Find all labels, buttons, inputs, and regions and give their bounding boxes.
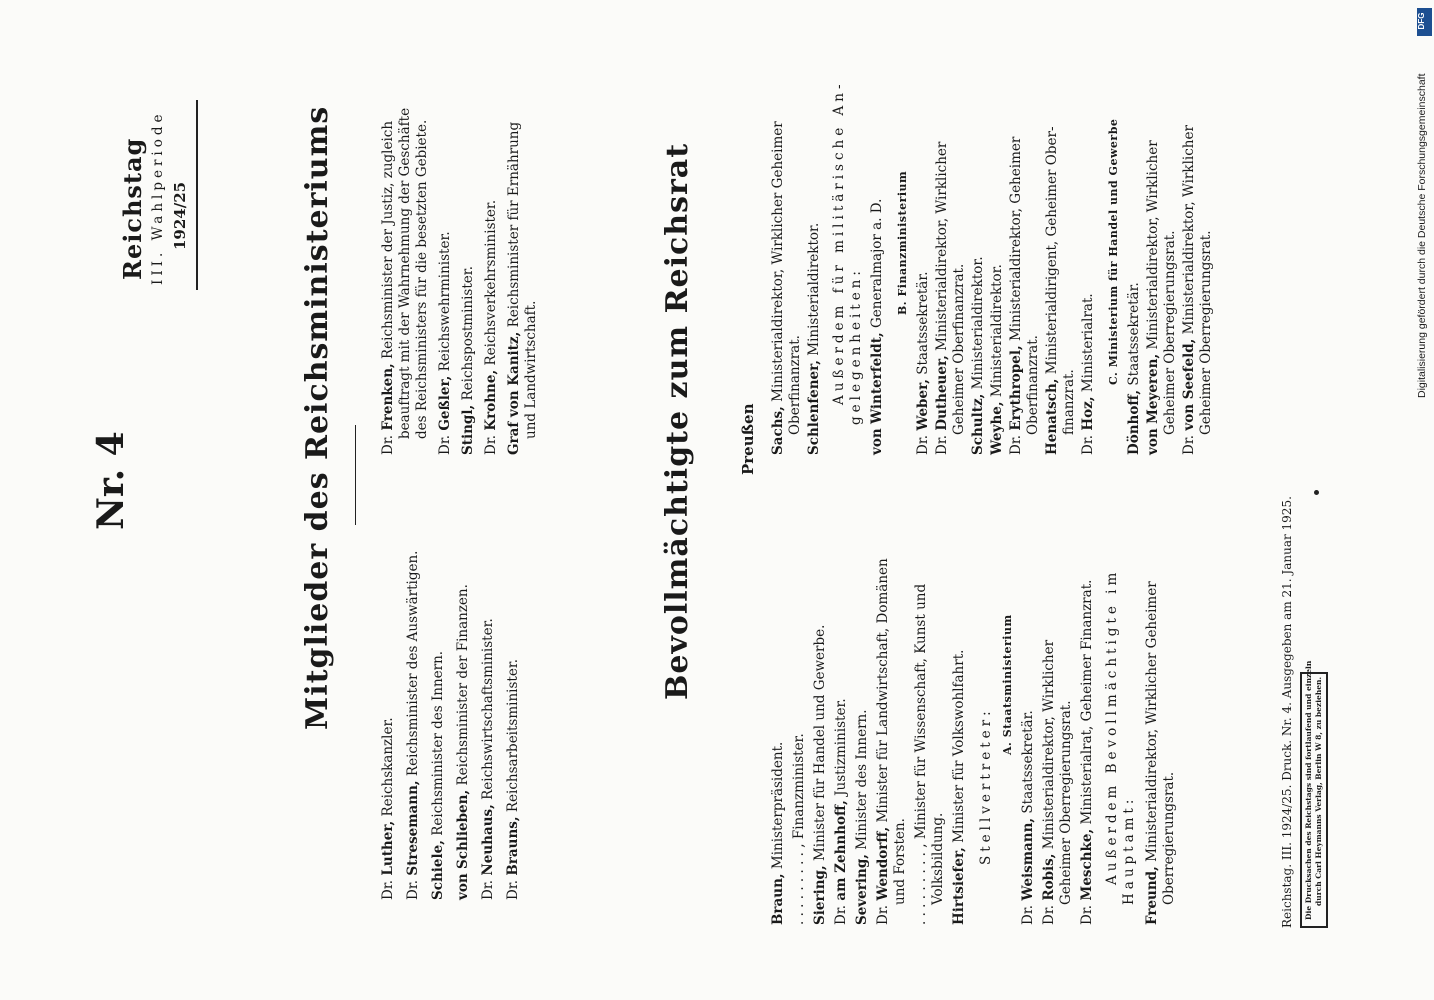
list-item: Schlenfener, Ministerialdirektor. xyxy=(806,222,822,455)
notice-box xyxy=(1300,660,1328,928)
list-item: Dr. Stresemann, Reichsminister des Auswärtigen. xyxy=(405,550,421,900)
section1-right-list xyxy=(380,35,540,455)
list-item: Weyhe, Ministerialdirektor. xyxy=(989,264,1005,455)
list-item: von Meyeren, Ministerialdirektor, Wirklicher xyxy=(1145,140,1161,455)
list-item: . . . . . . . . . , Minister für Wissenschaft, Kunst und xyxy=(913,583,929,925)
dfg-logo: DFG xyxy=(1417,8,1432,36)
section2-left-list xyxy=(770,485,1178,925)
list-item: Freund, Ministerialdirektor, Wirklicher Geheimer xyxy=(1144,581,1160,925)
list-item: . . . . . . . . . , Finanzminister. xyxy=(791,733,807,925)
section1-left-list xyxy=(380,380,530,900)
list-item: Braun, Ministerpräsident. xyxy=(770,741,786,925)
list-item-cont: Geheimer Oberregierungsrat. xyxy=(1198,230,1214,435)
list-item: Hirtsiefer, Minister für Volkswohlfahrt. xyxy=(951,649,967,925)
list-item: Schiele, Reichsminister des Innern. xyxy=(430,650,446,900)
military-heading-cont: gelegenheiten: xyxy=(848,267,864,425)
list-item-cont: und Forsten. xyxy=(892,818,908,905)
header-rule xyxy=(196,100,198,290)
section2-title: Bevollmächtigte zum Reichsrat xyxy=(660,142,695,700)
dfg-strip xyxy=(1416,8,1434,398)
list-item: Dr. Robis, Ministerialdirektor, Wirklicher xyxy=(1041,639,1057,925)
fulltime-heading: Außerdem Bevollmächtigte im xyxy=(1104,568,1120,885)
notice-line1: Die Drucksachen des Reichstags sind fortlaufend und einzeln xyxy=(1304,660,1313,920)
staatsministerium-heading: A. Staatsministerium xyxy=(1001,614,1014,755)
list-item-cont: beauftragt mit der Wahrnehmung der Geschäfte xyxy=(397,107,413,439)
list-item-cont: des Reichsministers für die besetzten Gebiete. xyxy=(414,119,430,439)
list-item-cont: und Landwirtschaft. xyxy=(523,300,539,439)
list-item: Dr. Krohne, Reichsverkehrsminister. xyxy=(483,199,499,455)
list-item: Dr. Geßler, Reichswehrminister. xyxy=(437,231,453,455)
military-heading: Außerdem für militärische An- xyxy=(831,80,847,405)
imprint: Reichstag. III. 1924/25. Druck. Nr. 4. Ausgegeben am 21. Januar 1925. xyxy=(1280,496,1294,928)
list-item: Henatsch, Ministerialdirigent, Geheimer Ober- xyxy=(1044,126,1060,455)
notice-line2: durch Carl Heymanns Verlag, Berlin W 8, zu beziehen. xyxy=(1314,676,1323,906)
fulltime-heading-cont: Hauptamt: xyxy=(1121,795,1137,905)
list-item: von Winterfeldt, Generalmajor a. D. xyxy=(869,198,885,455)
period: III. Wahlperiode xyxy=(150,110,166,285)
list-item: Dr. Brauns, Reichsarbeitsminister. xyxy=(505,658,521,900)
state-heading: Preußen xyxy=(739,403,757,475)
list-item: Dr. Neuhaus, Reichswirtschaftsminister. xyxy=(480,618,496,900)
list-item: Dr. von Seefeld, Ministerialdirektor, Wirklicher xyxy=(1181,125,1197,455)
list-item-cont: Oberregierungsrat. xyxy=(1161,771,1177,905)
list-item: Dr. Meschke, Ministerialrat, Geheimer Finanzrat. xyxy=(1079,579,1095,925)
trade-heading: C. Ministerium für Handel und Gewerbe xyxy=(1107,118,1120,385)
list-item: Dr. Frenken, Reichsminister der Justiz, zugleich xyxy=(380,120,396,455)
list-item: Dr. Wendorff, Minister für Landwirtschaft, Domänen xyxy=(875,558,891,925)
parliament-title: Reichstag xyxy=(118,137,147,280)
finance-heading: B. Finanzministerium xyxy=(896,170,909,315)
substitutes-heading: Stellvertreter: xyxy=(978,707,994,865)
section2-right-list xyxy=(770,15,1215,455)
list-item-cont: Oberfinanzrat. xyxy=(1025,335,1041,435)
list-item: Graf von Kanitz, Reichsminister für Ernährung xyxy=(506,121,522,455)
list-item-cont: Oberfinanzrat. xyxy=(787,335,803,435)
list-item-cont: Geheimer Oberfinanzrat. xyxy=(951,263,967,435)
list-item: Siering, Minister für Handel und Gewerbe. xyxy=(812,624,828,925)
list-item: Dr. Erythropel, Ministerialdirektor, Geheimer xyxy=(1008,136,1024,455)
list-item: Schultz, Ministerialdirektor. xyxy=(970,256,986,455)
list-item-cont: Volksbildung. xyxy=(930,812,946,905)
list-item: Stingl, Reichspostminister. xyxy=(460,265,476,455)
list-item: Dr. Weber, Staatssekretär. xyxy=(915,271,931,455)
years: 1924/25 xyxy=(171,181,189,250)
list-item: Dr. Hoz, Ministerialrat. xyxy=(1080,293,1096,455)
list-item: Severing, Minister des Innern. xyxy=(854,709,870,925)
list-item: von Schlieben, Reichsminister der Finanzen. xyxy=(455,584,471,900)
section1-title: Mitglieder des Reichsministeriums xyxy=(300,105,335,730)
list-item: Dr. Dutheuer, Ministerialdirektor, Wirklicher xyxy=(934,141,950,455)
section1-rule xyxy=(355,425,356,525)
dfg-notice: Digitalisierung gefördert durch die Deutsche Forschungsgemeinschaft xyxy=(1416,73,1428,398)
list-item: Dönhoff, Staatssekretär. xyxy=(1126,282,1142,455)
document-number: Nr. 4 xyxy=(90,431,132,530)
list-item: Dr. Weismann, Staatssekretär. xyxy=(1020,710,1036,925)
list-item-cont: Geheimer Oberregierungsrat. xyxy=(1058,700,1074,905)
list-item: Sachs, Ministerialdirektor, Wirklicher Geheimer xyxy=(770,121,786,455)
list-item-cont: finanzrat. xyxy=(1061,369,1077,435)
list-item: Dr. Luther, Reichskanzler. xyxy=(380,717,396,900)
list-item-cont: Geheimer Oberregierungsrat. xyxy=(1162,230,1178,435)
list-item: Dr. am Zehnhoff, Justizminister. xyxy=(833,698,849,925)
bullet-mark xyxy=(1314,490,1319,495)
